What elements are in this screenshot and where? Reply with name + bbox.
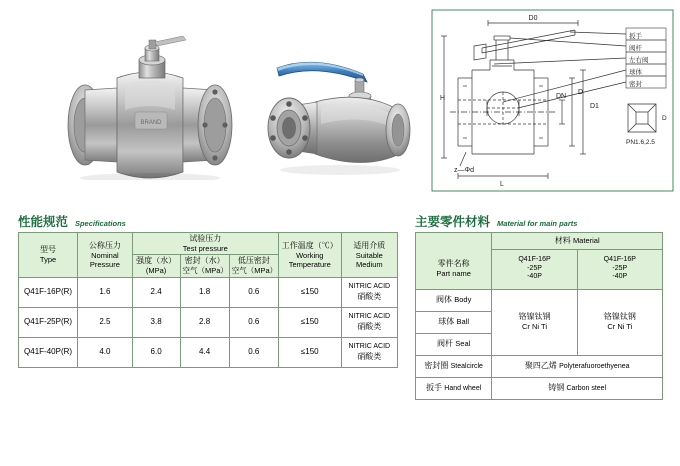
cell-lowseal: 0.6 xyxy=(229,337,278,367)
header-nominal-en1: Nominal xyxy=(91,250,119,260)
cell-material-col1 xyxy=(492,289,577,355)
valve-photo-flanged xyxy=(55,30,245,180)
cell-material1-en: Cr Ni Ti xyxy=(522,322,547,332)
cell-material-col2 xyxy=(577,289,662,355)
cell-material-seal-en: Polyterafuoroethyenea xyxy=(559,362,630,370)
header-type-cn: 型号 xyxy=(40,245,57,255)
cell-temperature: ≤150 xyxy=(278,277,341,307)
header-type xyxy=(19,233,78,278)
header-col1-line2: -25P xyxy=(527,264,542,272)
header-col2-line3: -40P xyxy=(612,273,628,281)
cell-part-name xyxy=(416,355,492,377)
header-nominal-pressure xyxy=(78,233,133,278)
cell-temperature: ≤150 xyxy=(278,337,341,367)
cell-part-en: Body xyxy=(454,295,472,304)
product-image-area xyxy=(0,0,680,200)
header-working-temperature xyxy=(278,233,341,278)
cell-nominal: 2.5 xyxy=(78,307,133,337)
header-seal xyxy=(180,255,229,277)
cell-medium-cn: 硝酸类 xyxy=(357,291,382,301)
header-nominal-cn: 公称压力 xyxy=(88,240,121,250)
cell-material1-cn: 铬镍钛钢 xyxy=(518,312,551,322)
cell-material2-en: Cr Ni Ti xyxy=(607,322,633,332)
header-material-col1 xyxy=(492,249,577,289)
header-strength xyxy=(132,255,180,277)
cell-part-en: Ball xyxy=(456,317,470,326)
label-d0: D0 xyxy=(528,15,538,22)
header-nominal-en2: Pressure xyxy=(89,259,120,269)
leader-label-2: 阀杆 xyxy=(629,45,642,52)
specifications-title-en: Specifications xyxy=(74,219,126,228)
material-title xyxy=(415,212,577,230)
cell-type: Q41F-16P(R) xyxy=(19,277,78,307)
table-row xyxy=(19,307,398,337)
cell-seal: 4.4 xyxy=(180,337,229,367)
label-zphid: z—Φd xyxy=(454,167,474,174)
table-row xyxy=(416,289,663,311)
header-test-pressure xyxy=(132,233,278,255)
header-material-cn: 材料 xyxy=(554,235,571,245)
cell-material-handwheel xyxy=(492,377,663,399)
header-part-cn: 零件名称 xyxy=(437,259,470,269)
table-row xyxy=(416,355,663,377)
cell-strength: 2.4 xyxy=(132,277,180,307)
specifications-table xyxy=(18,232,398,368)
header-suitable-medium xyxy=(341,233,397,278)
cell-strength: 6.0 xyxy=(132,337,180,367)
cell-nominal: 4.0 xyxy=(78,337,133,367)
cell-strength: 3.8 xyxy=(132,307,180,337)
cell-type: Q41F-40P(R) xyxy=(19,337,78,367)
table-row xyxy=(19,277,398,307)
header-temp-en1: Working xyxy=(296,250,324,260)
cell-medium-en: NITRIC ACID xyxy=(348,312,391,320)
cell-part-cn: 阀杆 xyxy=(437,339,454,348)
label-d: D xyxy=(578,89,584,96)
header-temp-en2: Temperature xyxy=(288,259,331,269)
cell-temperature: ≤150 xyxy=(278,307,341,337)
material-corner-cell xyxy=(416,233,492,250)
header-temp-cn: 工作温度（℃） xyxy=(281,240,338,250)
cell-part-en: Hand wheel xyxy=(444,384,482,392)
cell-material-hw-en: Carbon steel xyxy=(566,384,607,392)
material-header-row xyxy=(416,233,663,250)
cell-part-name xyxy=(416,289,492,311)
cell-material-seal-cn: 聚四乙烯 xyxy=(524,360,557,370)
cell-medium xyxy=(341,277,397,307)
leader-label-3: 左右阀 xyxy=(629,57,649,64)
cell-seal: 1.8 xyxy=(180,277,229,307)
cell-medium-en: NITRIC ACID xyxy=(348,342,391,350)
valve-photo-lever xyxy=(255,30,415,180)
cell-medium-cn: 硝酸类 xyxy=(357,351,382,361)
header-test-en: Test pressure xyxy=(182,244,228,253)
cell-seal: 2.8 xyxy=(180,307,229,337)
valve-technical-drawing xyxy=(430,8,675,193)
table-header-row xyxy=(19,233,398,255)
cell-medium xyxy=(341,307,397,337)
cell-medium xyxy=(341,337,397,367)
leader-label-4: 球体 xyxy=(629,69,642,76)
header-strength-unit: (MPa) xyxy=(145,266,167,276)
header-lowseal-unit: 空气（MPa） xyxy=(231,266,278,276)
header-material-col2 xyxy=(577,249,662,289)
table-row xyxy=(19,337,398,367)
cell-material-seal xyxy=(492,355,663,377)
cell-material-hw-cn: 铸钢 xyxy=(548,382,565,392)
specifications-title-cn: 性能规范 xyxy=(18,215,69,229)
cell-medium-en: NITRIC ACID xyxy=(348,282,391,290)
header-col1-line1: Q41F-16P xyxy=(518,255,551,263)
header-material-en: Material xyxy=(572,235,600,245)
cell-part-cn: 阀体 xyxy=(436,295,452,304)
material-title-en: Material for main parts xyxy=(496,219,578,228)
cell-lowseal: 0.6 xyxy=(229,307,278,337)
header-material xyxy=(492,233,663,250)
header-type-en: Type xyxy=(39,255,57,265)
cell-part-cn: 扳手 xyxy=(426,382,443,392)
cell-type: Q41F-25P(R) xyxy=(19,307,78,337)
material-subheader-row xyxy=(416,249,663,289)
cell-part-name xyxy=(416,333,492,355)
header-medium-cn: 适用介质 xyxy=(353,240,386,250)
cell-part-name xyxy=(416,311,492,333)
header-lowseal-cn: 低压密封 xyxy=(237,256,270,266)
header-seal-cn: 密封（水） xyxy=(184,256,225,266)
leader-label-5: 密封 xyxy=(629,81,642,88)
table-row xyxy=(416,377,663,399)
label-dn: DN xyxy=(556,93,567,100)
cell-part-en: Stealcircle xyxy=(450,362,483,370)
cell-nominal: 1.6 xyxy=(78,277,133,307)
header-col2-line1: Q41F-16P xyxy=(603,255,636,263)
header-strength-cn: 强度（水） xyxy=(136,256,177,266)
label-l: L xyxy=(500,181,504,188)
cell-part-en: Seal xyxy=(455,339,471,348)
header-low-pressure-seal xyxy=(229,255,278,277)
cell-lowseal: 0.6 xyxy=(229,277,278,307)
cell-part-name xyxy=(416,377,492,399)
header-medium-en1: Suitable xyxy=(355,250,383,260)
cell-part-cn: 球体 xyxy=(438,317,455,326)
header-medium-en2: Medium xyxy=(355,259,383,269)
label-d1: D1 xyxy=(590,103,599,110)
cell-medium-cn: 硝酸类 xyxy=(357,321,382,331)
material-title-cn: 主要零件材料 xyxy=(415,215,491,229)
header-part-en: Part name xyxy=(436,269,471,279)
svg-text:BRAND: BRAND xyxy=(140,120,162,126)
header-col2-line2: -25P xyxy=(612,264,628,272)
header-part-name xyxy=(416,249,492,289)
specifications-title xyxy=(18,212,126,230)
material-table xyxy=(415,232,663,400)
header-test-cn: 试验压力 xyxy=(189,234,222,243)
cell-material2-cn: 铬镍钛钢 xyxy=(603,312,636,322)
header-seal-unit: 空气（MPa） xyxy=(182,266,228,276)
header-col1-line3: -40P xyxy=(527,273,542,281)
cell-part-cn: 密封圈 xyxy=(424,360,449,370)
label-pn: PN1.6,2.5 xyxy=(626,139,655,146)
label-d-small: D xyxy=(662,115,667,122)
label-h: H xyxy=(440,95,446,102)
leader-label-1: 扳手 xyxy=(629,33,642,40)
